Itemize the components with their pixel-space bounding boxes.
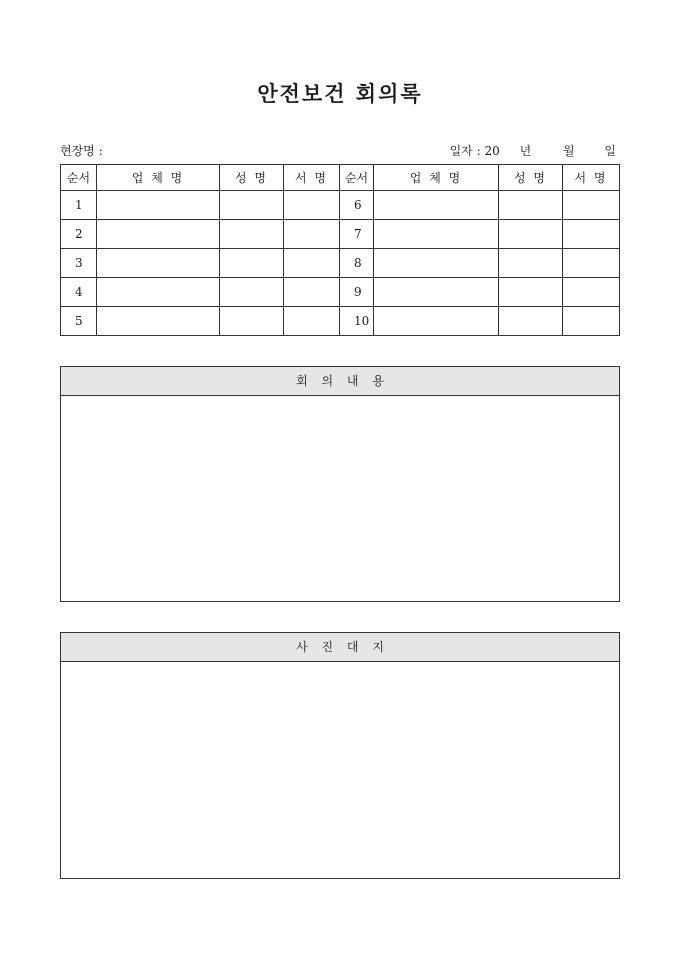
- date-month-unit: 월: [562, 144, 575, 158]
- signature-cell[interactable]: [563, 191, 620, 220]
- signature-cell[interactable]: [284, 278, 340, 307]
- name-cell[interactable]: [220, 278, 284, 307]
- row-number: 5: [61, 307, 97, 336]
- company-cell[interactable]: [374, 307, 499, 336]
- name-cell[interactable]: [499, 220, 563, 249]
- date-day-unit: 일: [604, 144, 616, 158]
- company-cell[interactable]: [97, 191, 220, 220]
- header-signature: 서 명: [563, 165, 620, 191]
- header-company: 업 체 명: [97, 165, 220, 191]
- company-cell[interactable]: [374, 249, 499, 278]
- signature-cell[interactable]: [284, 191, 340, 220]
- table-row: [61, 278, 620, 307]
- signature-cell[interactable]: [563, 307, 620, 336]
- header-order: 순서: [61, 165, 97, 191]
- company-cell[interactable]: [97, 307, 220, 336]
- meeting-minutes-header: 회 의 내 용: [61, 367, 619, 396]
- table-header-row: [61, 165, 620, 191]
- meta-row: [60, 142, 620, 160]
- attendance-table: [60, 164, 620, 336]
- company-cell[interactable]: [374, 191, 499, 220]
- site-name-label: 현장명 :: [60, 144, 103, 158]
- row-number: 4: [61, 278, 97, 307]
- date-label: 일자 : 20: [449, 144, 500, 158]
- date-year-unit: 년: [519, 144, 532, 158]
- header-order: 순서: [340, 165, 374, 191]
- photo-board-header: 사 진 대 지: [61, 633, 619, 662]
- table-row: [61, 249, 620, 278]
- meeting-minutes-body[interactable]: [61, 396, 619, 602]
- name-cell[interactable]: [220, 191, 284, 220]
- header-name: 성 명: [499, 165, 563, 191]
- name-cell[interactable]: [499, 278, 563, 307]
- row-number: 6: [340, 191, 374, 220]
- company-cell[interactable]: [97, 278, 220, 307]
- name-cell[interactable]: [499, 191, 563, 220]
- photo-board-section: [60, 632, 620, 879]
- company-cell[interactable]: [374, 220, 499, 249]
- row-number: 3: [61, 249, 97, 278]
- signature-cell[interactable]: [284, 249, 340, 278]
- name-cell[interactable]: [499, 307, 563, 336]
- row-number: 10: [340, 307, 374, 336]
- table-row: [61, 220, 620, 249]
- row-number: 8: [340, 249, 374, 278]
- signature-cell[interactable]: [284, 307, 340, 336]
- photo-board-body[interactable]: [61, 662, 619, 879]
- company-cell[interactable]: [97, 249, 220, 278]
- company-cell[interactable]: [374, 278, 499, 307]
- signature-cell[interactable]: [563, 249, 620, 278]
- row-number: 9: [340, 278, 374, 307]
- name-cell[interactable]: [220, 307, 284, 336]
- date-field: [450, 142, 616, 159]
- name-cell[interactable]: [499, 249, 563, 278]
- signature-cell[interactable]: [563, 220, 620, 249]
- table-row: [61, 307, 620, 336]
- name-cell[interactable]: [220, 249, 284, 278]
- name-cell[interactable]: [220, 220, 284, 249]
- header-company: 업 체 명: [374, 165, 499, 191]
- company-cell[interactable]: [97, 220, 220, 249]
- table-row: [61, 191, 620, 220]
- document-title: 안전보건 회의록: [257, 81, 423, 106]
- header-name: 성 명: [220, 165, 284, 191]
- header-signature: 서 명: [284, 165, 340, 191]
- row-number: 1: [61, 191, 97, 220]
- meeting-minutes-section: [60, 366, 620, 602]
- row-number: 2: [61, 220, 97, 249]
- row-number: 7: [340, 220, 374, 249]
- signature-cell[interactable]: [284, 220, 340, 249]
- signature-cell[interactable]: [563, 278, 620, 307]
